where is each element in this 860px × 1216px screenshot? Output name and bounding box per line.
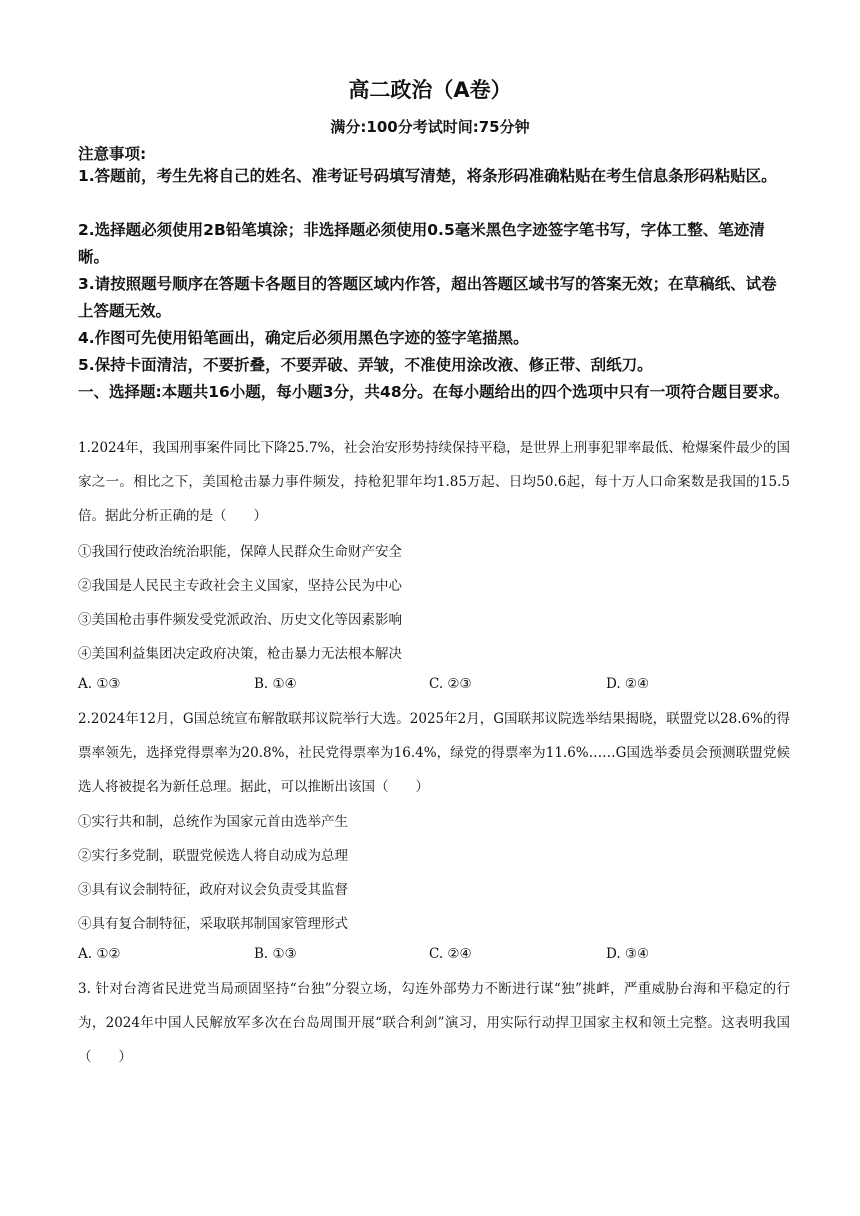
exam-info: 满分:100分考试时间:75分钟 [330, 118, 530, 136]
page-title: 高二政治（A卷） [348, 78, 512, 102]
question-stem: 3. 针对台湾省民进党当局顽固坚持“台独”分裂立场，勾连外部势力不断进行谋“独”挑衅，严重威胁台海和平稳定的行为，2024年中国人民解放军多次在台岛周围开展“联合利剑”演习，用实际行动捍卫国家主权和领土完整。这表明我国（ ） [78, 981, 790, 1065]
statement-option: ②实行多党制，联盟党候选人将自动成为总理 [78, 848, 348, 864]
choice-d: D. ②④ [606, 676, 650, 692]
choice-d: D. ③④ [606, 946, 650, 962]
choice-b: B. ①④ [254, 676, 297, 692]
notice-item: 2.选择题必须使用2B铅笔填涂；非选择题必须使用0.5毫米黑色字迹签字笔书写，字体工整、笔迹清晰。 [78, 221, 765, 266]
notice-item: 5.保持卡面清洁，不要折叠，不要弄破、弄皱，不准使用涂改液、修正带、刮纸刀。 [78, 356, 653, 374]
notice-item: 4.作图可先使用铅笔画出，确定后必须用黑色字迹的签字笔描黑。 [78, 329, 529, 347]
notice-item: 3.请按照题号顺序在答题卡各题目的答题区域内作答，超出答题区域书写的答案无效；在草稿纸、试卷上答题无效。 [78, 275, 777, 320]
choice-b: B. ①③ [254, 946, 297, 962]
statement-option: ①我国行使政治统治职能，保障人民群众生命财产安全 [78, 544, 402, 560]
choice-c: C. ②④ [429, 946, 472, 962]
statement-option: ②我国是人民民主专政社会主义国家，坚持公民为中心 [78, 578, 402, 594]
section-heading: 一、选择题:本题共16小题，每小题3分，共48分。在每小题给出的四个选项中只有一项符合题目要求。 [78, 383, 790, 401]
question-stem: 1.2024年，我国刑事案件同比下降25.7%，社会治安形势持续保持平稳，是世界上刑事犯罪率最低、枪爆案件最少的国家之一。相比之下，美国枪击暴力事件频发，持枪犯罪年均1.85万起、日均50.6起，每十万人口命案数是我国的15.5倍。据此分析正确的是（ ） [78, 440, 790, 524]
statement-option: ③美国枪击事件频发受党派政治、历史文化等因素影响 [78, 612, 402, 628]
statement-option: ④美国利益集团决定政府决策，枪击暴力无法根本解决 [78, 646, 402, 662]
statement-option: ③具有议会制特征，政府对议会负责受其监督 [78, 882, 348, 898]
notice-heading: 注意事项: [78, 145, 147, 163]
choice-c: C. ②③ [429, 676, 472, 692]
statement-option: ④具有复合制特征，采取联邦制国家管理形式 [78, 916, 348, 932]
question-stem: 2.2024年12月，G国总统宣布解散联邦议院举行大选。2025年2月，G国联邦议院选举结果揭晓，联盟党以28.6%的得票率领先，选择党得票率为20.8%，社民党得票率为16.4%，绿党的得票率为11.6%……G国选举委员会预测联盟党候选人将被提名为新任总理。据此，可以推断出该国（ ） [78, 711, 790, 795]
choice-a: A. ①② [78, 946, 121, 962]
notice-item: 1.答题前，考生先将自己的姓名、准考证号码填写清楚，将条形码准确粘贴在考生信息条形码粘贴区。 [78, 167, 777, 185]
statement-option: ①实行共和制，总统作为国家元首由选举产生 [78, 814, 348, 830]
choice-a: A. ①③ [78, 676, 121, 692]
